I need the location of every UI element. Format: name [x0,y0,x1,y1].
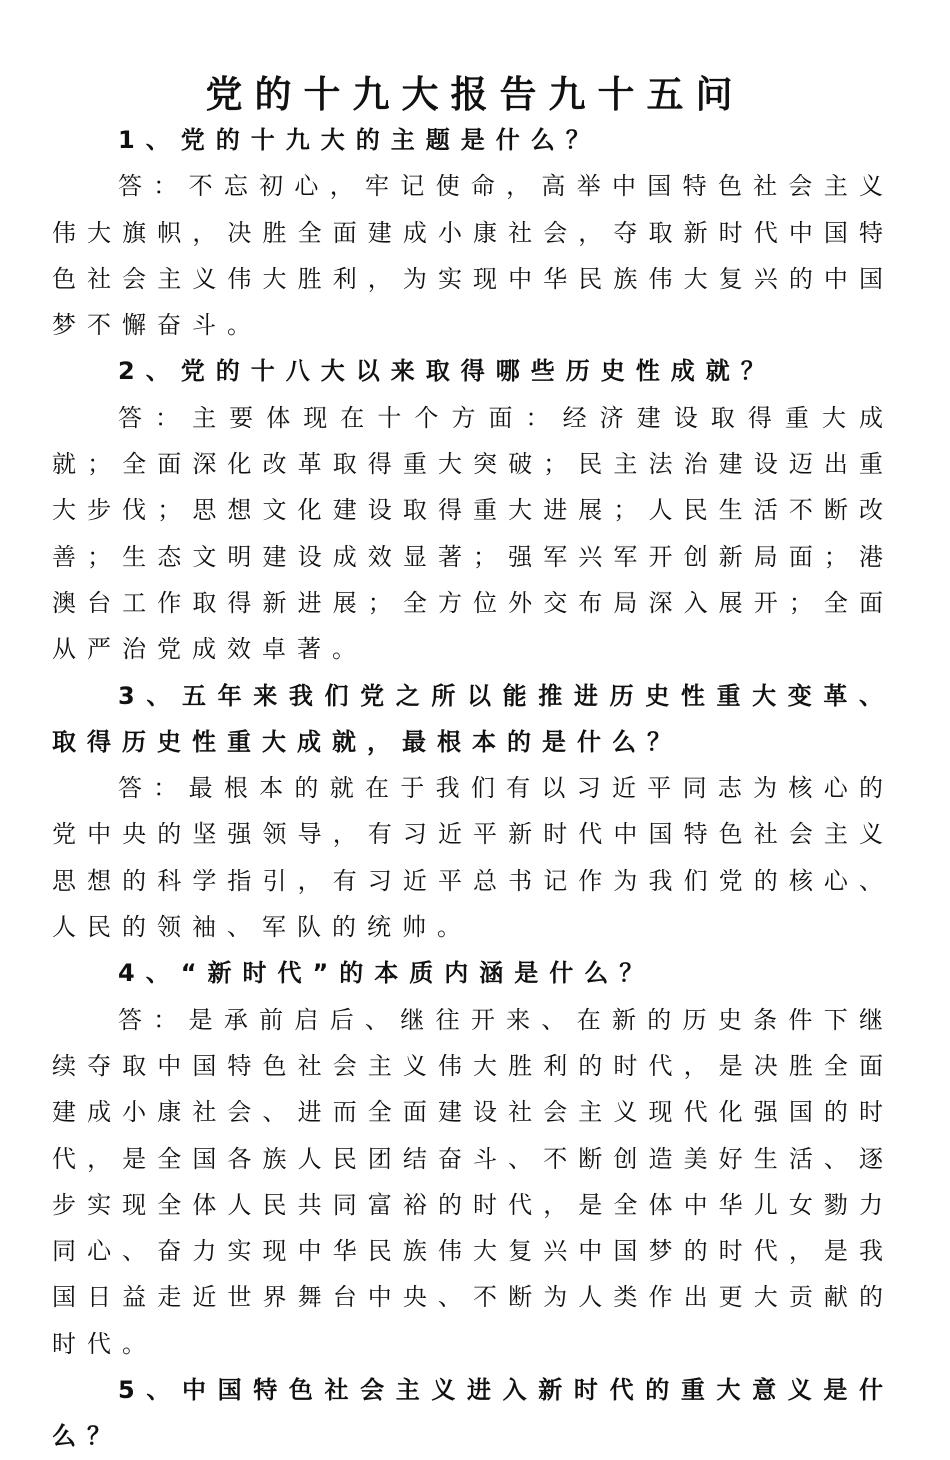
question-1: 1、党的十九大的主题是什么？ [118,126,601,154]
question-2: 2、党的十八大以来取得哪些历史性成就？ [118,357,776,386]
answer-2: 答：主要体现在十个方面：经济建设取得重大成就；全面深化改革取得重大突破；民主法治建设迈出重大步伐；思想文化建设取得重大进展；人民生活不断改善；生态文明建设成效显著；强军兴军开创新局面；港澳台工作取得新进展；全方位外交布局深入展开；全面从严治党成效卓著。 [52,403,894,664]
question-3: 3、五年来我们党之所以能推进历史性重大变革、取得历史性重大成就，最根本的是什么？ [52,681,894,756]
answer-1: 答：不忘初心，牢记使命，高举中国特色社会主义伟大旗帜，决胜全面建成小康社会，夺取新时代中国特色社会主义伟大胜利，为实现中华民族伟大复兴的中国梦不懈奋斗。 [52,172,894,340]
question-5: 5、中国特色社会主义进入新时代的重大意义是什么？ [52,1376,894,1451]
document-title: 党的十九大报告九十五问 [205,72,745,116]
answer-4: 答：是承前启后、继往开来、在新的历史条件下继续夺取中国特色社会主义伟大胜利的时代，是决胜全面建成小康社会、进而全面建设社会主义现代化强国的时代，是全国各族人民团结奋斗、不断创造美好生活、逐步实现全体人民共同富裕的时代，是全体中华儿女勠力同心、奋力实现中华民族伟大复兴中国梦的时代，是我国日益走近世界舞台中央、不断为人类作出更大贡献的时代。 [52,1005,894,1358]
document-body [52,117,894,1460]
question-4: 4、“新时代”的本质内涵是什么？ [118,959,655,988]
answer-3: 答：最根本的就在于我们有以习近平同志为核心的党中央的坚强领导，有习近平新时代中国特色社会主义思想的科学指引，有习近平总书记作为我们党的核心、人民的领袖、军队的统帅。 [52,774,894,942]
